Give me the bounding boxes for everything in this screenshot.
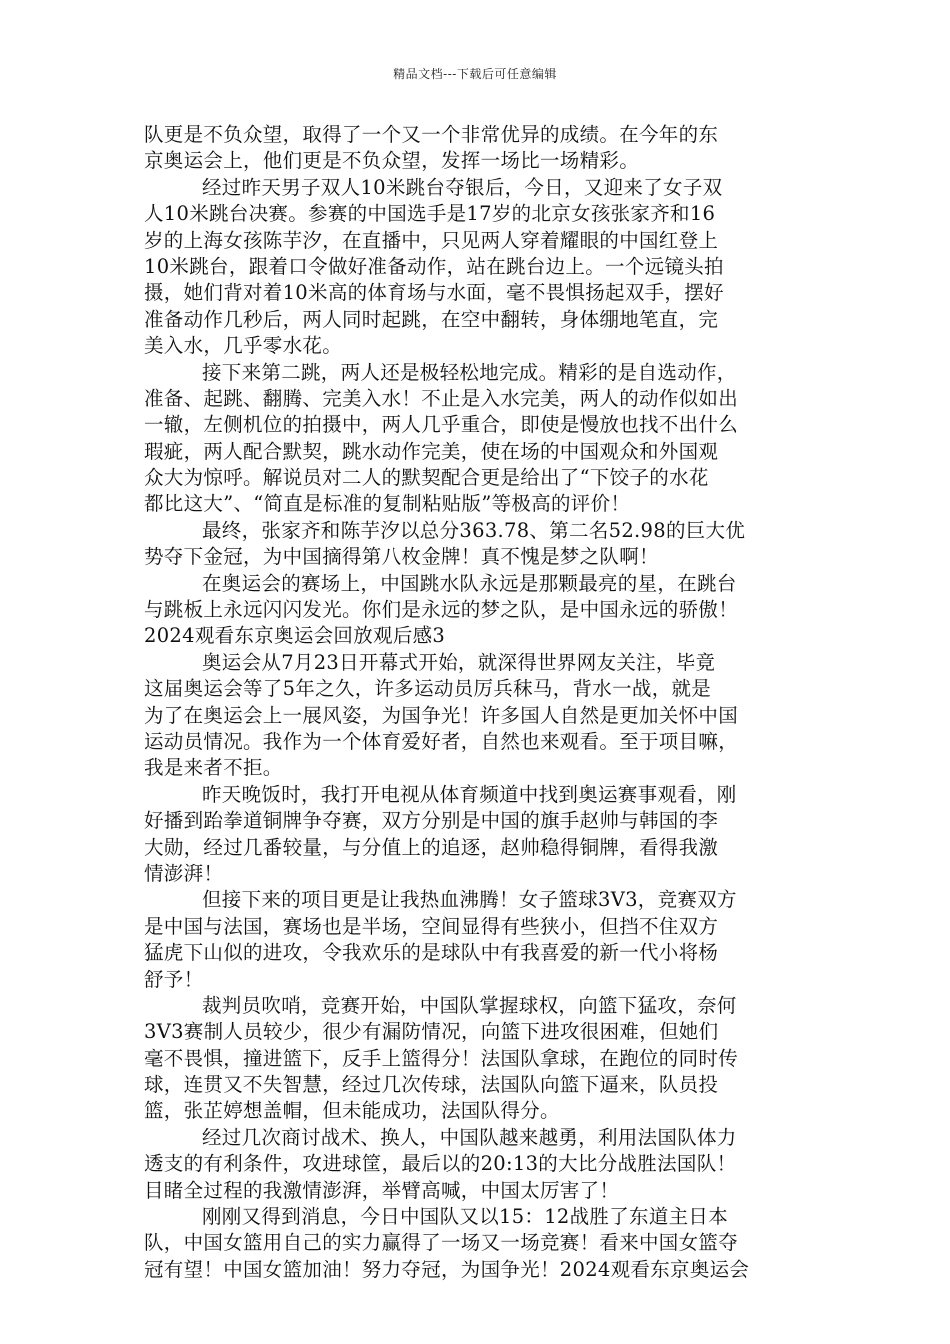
text-line: 人10米跳台决赛。参赛的中国选手是17岁的北京女孩张家齐和16 [144, 202, 716, 226]
text-line: 情澎湃！ [144, 861, 224, 885]
text-line: 队，中国女篮用自己的实力赢得了一场又一场竞赛！看来中国女篮夺 [144, 1231, 739, 1255]
text-line: 但接下来的项目更是让我热血沸腾！女子篮球3V3，竞赛双方 [202, 888, 737, 912]
text-line: 毫不畏惧，撞进篮下，反手上篮得分！法国队拿球，在跑位的同时传 [144, 1046, 739, 1070]
text-line: 接下来第二跳，两人还是极轻松地完成。精彩的是自选动作， [202, 360, 737, 384]
text-line: 运动员情况。我作为一个体育爱好者，自然也来观看。至于项目嘛， [144, 729, 739, 753]
text-line: 冠有望！中国女篮加油！努力夺冠，为国争光！2024观看东京奥运会 [144, 1257, 750, 1281]
text-line: 经过几次商讨战术、换人，中国队越来越勇，利用法国队体力 [202, 1125, 737, 1149]
text-line: 美入水，几乎零水花。 [144, 334, 343, 358]
text-line: 2024观看东京奥运会回放观后感3 [144, 624, 446, 648]
text-line: 猛虎下山似的进攻，令我欢乐的是球队中有我喜爱的新一代小将杨 [144, 941, 719, 965]
text-line: 球，连贯又不失智慧，经过几次传球，法国队向篮下逼来，队员投 [144, 1073, 719, 1097]
text-line: 为了在奥运会上一展风姿，为国争光！许多国人自然是更加关怀中国 [144, 703, 739, 727]
text-line: 昨天晚饭时，我打开电视从体育频道中找到奥运赛事观看，刚 [202, 782, 737, 806]
text-line: 3V3赛制人员较少，很少有漏防情况，向篮下进攻很困难，但她们 [144, 1020, 719, 1044]
text-line: 一辙，左侧机位的拍摄中，两人几乎重合，即使是慢放也找不出什么 [144, 413, 739, 437]
text-line: 京奥运会上，他们更是不负众望，发挥一场比一场精彩。 [144, 149, 640, 173]
text-line: 我是来者不拒。 [144, 756, 283, 780]
text-line: 裁判员吹哨，竞赛开始，中国队掌握球权，向篮下猛攻，奈何 [202, 993, 737, 1017]
text-line: 是中国与法国，赛场也是半场，空间显得有些狭小，但挡不住双方 [144, 914, 719, 938]
text-line: 刚刚又得到消息，今日中国队又以15：12战胜了东道主日本 [202, 1205, 729, 1229]
text-line: 舒予！ [144, 967, 204, 991]
text-line: 目睹全过程的我激情澎湃，举臂高喊，中国太厉害了！ [144, 1178, 620, 1202]
text-line: 都比这大”、“简直是标准的复制粘贴版”等极高的评价！ [144, 492, 631, 516]
document-body [144, 122, 810, 1283]
text-line: 准备、起跳、翻腾、完美入水！不止是入水完美，两人的动作似如出 [144, 386, 739, 410]
text-line: 最终，张家齐和陈芋汐以总分363.78、第二名52.98的巨大优 [202, 518, 746, 542]
text-line: 经过昨天男子双人10米跳台夺银后，今日，又迎来了女子双 [202, 175, 723, 199]
text-line: 这届奥运会等了5年之久，许多运动员厉兵秣马，背水一战，就是 [144, 677, 712, 701]
text-line: 队更是不负众望，取得了一个又一个非常优异的成绩。在今年的东 [144, 123, 719, 146]
text-line: 瑕疵，两人配合默契，跳水动作完美，使在场的中国观众和外国观 [144, 439, 719, 463]
text-line: 大勋，经过几番较量，与分值上的追逐，赵帅稳得铜牌，看得我激 [144, 835, 719, 859]
text-line: 篮，张芷婷想盖帽，但未能成功，法国队得分。 [144, 1099, 560, 1123]
text-line: 众大为惊呼。解说员对二人的默契配合更是给出了“下饺子的水花 [144, 466, 709, 490]
text-line: 准备动作几秒后，两人同时起跳，在空中翻转，身体绷地笔直，完 [144, 307, 719, 331]
text-line: 奥运会从7月23日开幕式开始，就深得世界网友关注，毕竟 [202, 650, 716, 674]
text-line: 在奥运会的赛场上，中国跳水队永远是那颗最亮的星，在跳台 [202, 571, 737, 595]
text-line: 与跳板上永远闪闪发光。你们是永远的梦之队，是中国永远的骄傲！ [144, 598, 739, 622]
text-line: 好播到跆拳道铜牌争夺赛，双方分别是中国的旗手赵帅与韩国的李 [144, 809, 719, 833]
text-line: 透支的有利条件，攻进球筐，最后以的20:13的大比分战胜法国队！ [144, 1152, 737, 1176]
text-line: 势夺下金冠，为中国摘得第八枚金牌！真不愧是梦之队啊！ [144, 545, 659, 569]
text-line: 岁的上海女孩陈芋汐，在直播中，只见两人穿着耀眼的中国红登上 [144, 228, 719, 252]
page-header: 精品文档---下载后可任意编辑 [393, 67, 557, 81]
text-line: 摄，她们背对着10米高的体育场与水面，毫不畏惧扬起双手，摆好 [144, 281, 724, 305]
text-line: 10米跳台，跟着口令做好准备动作，站在跳台边上。一个远镜头拍 [144, 254, 724, 278]
